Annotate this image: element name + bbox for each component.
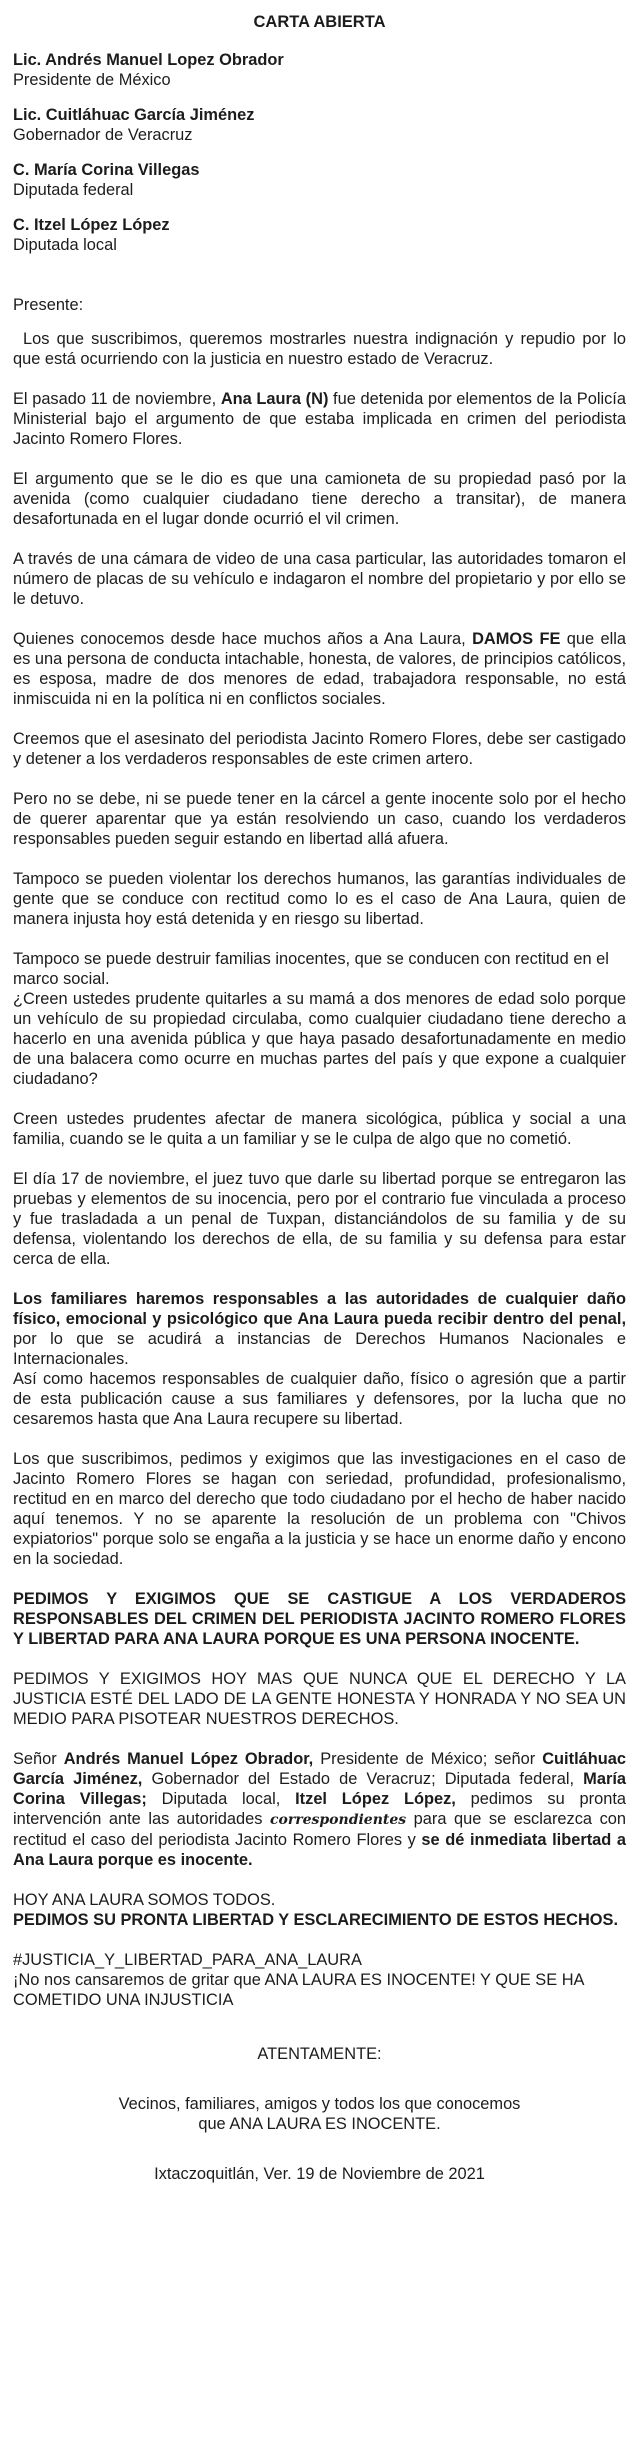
recipient-role: Presidente de México [13,71,171,89]
paragraph-shout: ¡No nos cansaremos de gritar que ANA LAURA ES INOCENTE! Y QUE SE HA COMETIDO UNA INJUSTICIA [13,1971,584,2009]
closing: ATENTAMENTE: [257,2045,382,2063]
recipient [13,160,626,200]
paragraph-freedom: PEDIMOS SU PRONTA LIBERTAD Y ESCLARECIMIENTO DE ESTOS HECHOS. [13,1911,619,1929]
paragraph-harm: Creen ustedes prudentes afectar de manera sicológica, pública y social a una familia, cuando se le quita a un familiar y se le culpa de algo que no cometió. [13,1110,626,1148]
paragraph-appeal: Señor Andrés Manuel López Obrador, Presidente de México; señor Cuitláhuac García Jiménez, Gobernador del Estado de Veracruz; Diputada federal, María Corina Villegas; Diputada local, Itzel López López, pedimos su pronta intervención ante las autoridades correspondientes para que se esclarezca con rectitud el caso del periodista Jacinto Romero Flores y se dé inmediata libertad a Ana Laura porque es inocente. [13,1750,626,1869]
signatories-line-1: Vecinos, familiares, amigos y todos los que conocemos [118,2095,521,2113]
recipient-name: Lic. Andrés Manuel Lopez Obrador [13,51,284,69]
paragraph-question: ¿Creen ustedes prudente quitarles a su mamá a dos menores de edad solo porque un vehículo de su propiedad circulaba, como cualquier ciudadano tiene derecho a hacerlo en una avenida pública y que haya pasado desafortunadamente en medio de una balacera como ocurre en muchas partes del país y que expone a cualquier ciudadano? [13,990,626,1088]
paragraph-families: Tampoco se puede destruir familias inocentes, que se conducen con rectitud en el marco social. [13,950,609,988]
recipient-name: C. Itzel López López [13,216,170,234]
salutation: Presente: [13,296,84,314]
place-date: Ixtaczoquitlán, Ver. 19 de Noviembre de 2021 [154,2165,485,2183]
letter-title: CARTA ABIERTA [253,13,386,31]
recipient [13,105,626,145]
recipient-role: Diputada local [13,236,117,254]
paragraph-all-of-us: HOY ANA LAURA SOMOS TODOS. [13,1891,276,1909]
paragraph-murder: Creemos que el asesinato del periodista Jacinto Romero Flores, debe ser castigado y detener a los verdaderos responsables de este crimen artero. [13,730,626,768]
recipient-name: Lic. Cuitláhuac García Jiménez [13,106,255,124]
paragraph-argument: El argumento que se le dio es que una camioneta de su propiedad pasó por la avenida (como cualquier ciudadano tiene derecho a transitar), de manera desafortunada en el lugar donde ocurrió el vil crimen. [13,470,626,528]
paragraph-detention: El pasado 11 de noviembre, Ana Laura (N) fue detenida por elementos de la Policía Ministerial bajo el argumento de que estaba implicada en crimen del periodista Jacinto Romero Flores. [13,390,626,448]
recipient-role: Gobernador de Veracruz [13,126,193,144]
paragraph-human-rights: Tampoco se pueden violentar los derechos humanos, las garantías individuales de gente que se conduce con rectitud como lo es el caso de Ana Laura, quien de manera injusta hoy está detenida y en riesgo su libertad. [13,870,626,928]
paragraph-innocent: Pero no se debe, ni se puede tener en la cárcel a gente inocente solo por el hecho de querer aparentar que ya están resolviendo un caso, cuando los verdaderos responsables pueden seguir estando en libertad allá afuera. [13,790,626,848]
paragraph-transfer: El día 17 de noviembre, el juez tuvo que darle su libertad porque se entregaron las pruebas y elementos de su inocencia, pero por el contrario fue vinculada a proceso y fue trasladada a un penal de Tuxpan, distanciándolos de su familia y de su defensa, violentando los derechos de ella, de su familia y su defensa para estar cerca de ella. [13,1170,626,1268]
paragraph-responsibility-2: Así como hacemos responsables de cualquier daño, físico o agresión que a partir de esta publicación cause a sus familiares y defensores, por la lucha que no cesaremos hasta que Ana Laura recupere su libertad. [13,1370,626,1428]
recipient-role: Diputada federal [13,181,134,199]
paragraph-character: Quienes conocemos desde hace muchos años a Ana Laura, DAMOS FE que ella es una persona de conducta intachable, honesta, de valores, de principios católicos, es esposa, madre de dos menores de edad, trabajadora responsable, no está inmiscuida ni en la política ni en conflictos sociales. [13,630,626,708]
recipient [13,50,626,90]
paragraph-demand-2: PEDIMOS Y EXIGIMOS HOY MAS QUE NUNCA QUE EL DERECHO Y LA JUSTICIA ESTÉ DEL LADO DE LA GENTE HONESTA Y HONRADA Y NO SEA UN MEDIO PARA PISOTEAR NUESTROS DERECHOS. [13,1670,626,1728]
paragraph-camera: A través de una cámara de video de una casa particular, las autoridades tomaron el número de placas de su vehículo e indagaron el nombre del propietario y por ello se le detuvo. [13,550,626,608]
signatories-line-2: que ANA LAURA ES INOCENTE. [198,2115,441,2133]
paragraph-intro: Los que suscribimos, queremos mostrarles nuestra indignación y repudio por lo que está ocurriendo con la justicia en nuestro estado de Veracruz. [13,330,626,368]
paragraph-demand-1: PEDIMOS Y EXIGIMOS QUE SE CASTIGUE A LOS VERDADEROS RESPONSABLES DEL CRIMEN DEL PERIODISTA JACINTO ROMERO FLORES Y LIBERTAD PARA ANA LAURA PORQUE ES UNA PERSONA INOCENTE. [13,1590,626,1648]
hashtag: #JUSTICIA_Y_LIBERTAD_PARA_ANA_LAURA [13,1951,362,1969]
paragraph-responsibility: Los familiares haremos responsables a las autoridades de cualquier daño físico, emocional y psicológico que Ana Laura pueda recibir dentro del penal, por lo que se acudirá a instancias de Derechos Humanos Nacionales e Internacionales. [13,1290,626,1368]
paragraph-investigation: Los que suscribimos, pedimos y exigimos que las investigaciones en el caso de Jacinto Romero Flores se hagan con seriedad, profundidad, profesionalismo, rectitud en en marco del derecho que todo ciudadano por el hecho de haber nacido aquí tenemos. Y no se aparente la resolución de un problema con "Chivos expiatorios" porque solo se engaña a la justicia y se hace un enorme daño y encono en la sociedad. [13,1450,626,1568]
recipient-name: C. María Corina Villegas [13,161,200,179]
recipient [13,215,626,255]
